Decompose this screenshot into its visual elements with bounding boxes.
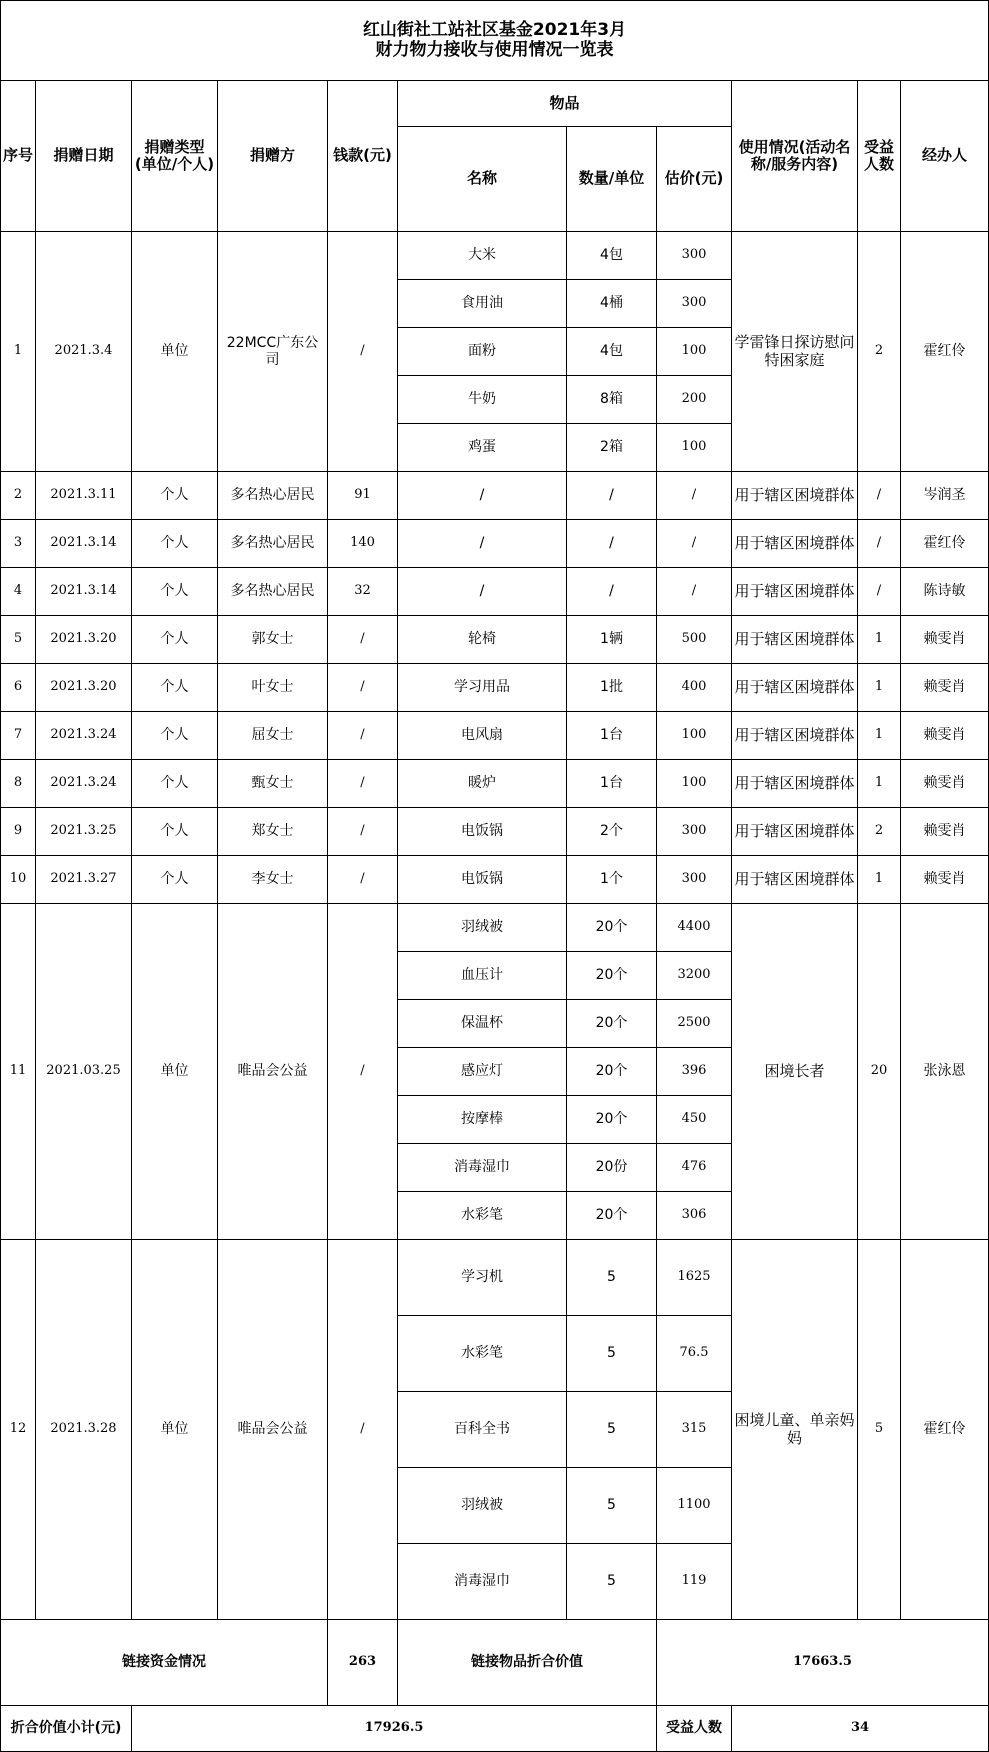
cell-item-qty: 2个 [567, 808, 657, 856]
cell-usage: 用于辖区困境群体 [732, 616, 858, 664]
cell-handler: 岑润圣 [901, 472, 989, 520]
table-row [1, 472, 989, 520]
cell-item-price: 450 [657, 1096, 732, 1144]
cell-item-price: 100 [657, 328, 732, 376]
cell-item-name: 暖炉 [398, 760, 567, 808]
cell-usage: 用于辖区困境群体 [732, 856, 858, 904]
cell-handler: 霍红伶 [901, 232, 989, 472]
cell-item-qty: / [567, 520, 657, 568]
cell-type: 个人 [132, 520, 218, 568]
total-value: 17926.5 [132, 1706, 657, 1752]
cell-item-name: 羽绒被 [398, 1468, 567, 1544]
cell-item-price: 1100 [657, 1468, 732, 1544]
cell-item-price: 476 [657, 1144, 732, 1192]
table-row [1, 232, 989, 280]
cell-handler: 霍红伶 [901, 520, 989, 568]
cell-money: / [328, 1240, 398, 1620]
cell-item-qty: 20个 [567, 1048, 657, 1096]
goods-value-label: 链接物品折合价值 [398, 1620, 657, 1706]
cell-seq: 7 [1, 712, 36, 760]
cell-money: / [328, 904, 398, 1240]
header-donor: 捐赠方 [218, 81, 328, 232]
cell-usage: 用于辖区困境群体 [732, 568, 858, 616]
cell-handler: 赖雯肖 [901, 712, 989, 760]
cell-donor: 唯品会公益 [218, 904, 328, 1240]
header-goods: 物品 [398, 81, 732, 127]
cell-donor: 多名热心居民 [218, 472, 328, 520]
cell-donor: 郑女士 [218, 808, 328, 856]
cell-type: 单位 [132, 1240, 218, 1620]
cell-usage: 学雷锋日探访慰问特困家庭 [732, 232, 858, 472]
cell-item-price: 315 [657, 1392, 732, 1468]
cell-usage: 用于辖区困境群体 [732, 760, 858, 808]
cell-item-name: 羽绒被 [398, 904, 567, 952]
cell-seq: 10 [1, 856, 36, 904]
cell-donor: 李女士 [218, 856, 328, 904]
cell-usage: 用于辖区困境群体 [732, 520, 858, 568]
header-goods-qty: 数量/单位 [567, 127, 657, 232]
beneficiaries-total-value: 34 [732, 1706, 989, 1752]
cell-item-qty: 20个 [567, 1096, 657, 1144]
table-row [1, 712, 989, 760]
header-type: 捐赠类型(单位/个人) [132, 81, 218, 232]
cell-beneficiaries: 1 [858, 760, 901, 808]
header-beneficiaries: 受益人数 [858, 81, 901, 232]
cell-money: / [328, 232, 398, 472]
cell-item-qty: 1辆 [567, 616, 657, 664]
cell-item-qty: 4包 [567, 328, 657, 376]
cell-handler: 赖雯肖 [901, 856, 989, 904]
cell-item-name: 感应灯 [398, 1048, 567, 1096]
cell-handler: 张泳恩 [901, 904, 989, 1240]
cell-beneficiaries: / [858, 568, 901, 616]
cell-item-price: 100 [657, 712, 732, 760]
cell-seq: 2 [1, 472, 36, 520]
cell-item-name: 水彩笔 [398, 1192, 567, 1240]
cell-item-name: 面粉 [398, 328, 567, 376]
cell-beneficiaries: 5 [858, 1240, 901, 1620]
cell-usage: 用于辖区困境群体 [732, 472, 858, 520]
summary-row-total [1, 1706, 989, 1752]
cell-item-qty: 20份 [567, 1144, 657, 1192]
cell-item-name: 学习机 [398, 1240, 567, 1316]
cell-date: 2021.3.11 [36, 472, 132, 520]
cell-date: 2021.3.20 [36, 616, 132, 664]
cell-type: 个人 [132, 808, 218, 856]
cell-item-price: 2500 [657, 1000, 732, 1048]
header-goods-name: 名称 [398, 127, 567, 232]
cell-type: 个人 [132, 664, 218, 712]
summary-row-funds [1, 1620, 989, 1706]
cell-type: 个人 [132, 568, 218, 616]
cell-item-qty: 5 [567, 1316, 657, 1392]
cell-item-name: 电风扇 [398, 712, 567, 760]
title-line-1: 红山街社工站社区基金2021年3月 [362, 19, 627, 40]
cell-handler: 霍红伶 [901, 1240, 989, 1620]
header-goods-price: 估价(元) [657, 127, 732, 232]
cell-item-name: 电饭锅 [398, 808, 567, 856]
cell-date: 2021.3.28 [36, 1240, 132, 1620]
cell-handler: 陈诗敏 [901, 568, 989, 616]
cell-beneficiaries: 1 [858, 712, 901, 760]
cell-type: 个人 [132, 472, 218, 520]
cell-donor: 甄女士 [218, 760, 328, 808]
cell-seq: 8 [1, 760, 36, 808]
cell-item-name: 电饭锅 [398, 856, 567, 904]
cell-item-name: 保温杯 [398, 1000, 567, 1048]
cell-item-name: 食用油 [398, 280, 567, 328]
table-row [1, 616, 989, 664]
cell-item-price: 4400 [657, 904, 732, 952]
cell-handler: 赖雯肖 [901, 808, 989, 856]
table-row [1, 1240, 989, 1316]
cell-item-name: 学习用品 [398, 664, 567, 712]
cell-item-price: 100 [657, 760, 732, 808]
cell-item-qty: 5 [567, 1468, 657, 1544]
cell-money: / [328, 664, 398, 712]
cell-item-qty: 1批 [567, 664, 657, 712]
cell-item-qty: 20个 [567, 952, 657, 1000]
cell-item-price: / [657, 568, 732, 616]
cell-beneficiaries: 1 [858, 616, 901, 664]
cell-item-price: 300 [657, 280, 732, 328]
table-row [1, 808, 989, 856]
cell-item-name: 血压计 [398, 952, 567, 1000]
cell-seq: 3 [1, 520, 36, 568]
cell-donor: 多名热心居民 [218, 568, 328, 616]
cell-item-price: 396 [657, 1048, 732, 1096]
cell-money: / [328, 808, 398, 856]
cell-type: 单位 [132, 904, 218, 1240]
cell-item-name: 百科全书 [398, 1392, 567, 1468]
cell-item-qty: 20个 [567, 1192, 657, 1240]
cell-item-qty: 5 [567, 1544, 657, 1620]
cell-item-qty: 20个 [567, 1000, 657, 1048]
cell-seq: 1 [1, 232, 36, 472]
cell-item-name: / [398, 472, 567, 520]
cell-usage: 用于辖区困境群体 [732, 664, 858, 712]
cell-money: / [328, 856, 398, 904]
cell-item-qty: 5 [567, 1240, 657, 1316]
table-row [1, 856, 989, 904]
table-row [1, 520, 989, 568]
cell-seq: 9 [1, 808, 36, 856]
funds-value: 263 [328, 1620, 398, 1706]
cell-item-price: / [657, 472, 732, 520]
title-line-2: 财力物力接收与使用情况一览表 [375, 39, 614, 60]
cell-handler: 赖雯肖 [901, 664, 989, 712]
header-row-1 [1, 81, 989, 127]
cell-beneficiaries: 2 [858, 808, 901, 856]
cell-item-qty: 1台 [567, 712, 657, 760]
beneficiaries-total-label: 受益人数 [657, 1706, 732, 1752]
cell-item-price: 306 [657, 1192, 732, 1240]
cell-beneficiaries: / [858, 472, 901, 520]
cell-item-price: 200 [657, 376, 732, 424]
cell-beneficiaries: 1 [858, 856, 901, 904]
cell-seq: 5 [1, 616, 36, 664]
cell-date: 2021.3.20 [36, 664, 132, 712]
cell-date: 2021.3.25 [36, 808, 132, 856]
cell-item-price: 100 [657, 424, 732, 472]
cell-item-qty: 2箱 [567, 424, 657, 472]
total-label: 折合价值小计(元) [1, 1706, 132, 1752]
cell-item-name: 消毒湿巾 [398, 1544, 567, 1620]
cell-item-qty: 1台 [567, 760, 657, 808]
funds-label: 链接资金情况 [1, 1620, 328, 1706]
cell-item-qty: 20个 [567, 904, 657, 952]
table-row [1, 904, 989, 952]
cell-beneficiaries: 1 [858, 664, 901, 712]
cell-beneficiaries: 20 [858, 904, 901, 1240]
cell-handler: 赖雯肖 [901, 760, 989, 808]
goods-value: 17663.5 [657, 1620, 989, 1706]
cell-item-price: 300 [657, 808, 732, 856]
cell-usage: 用于辖区困境群体 [732, 712, 858, 760]
cell-item-qty: 4包 [567, 232, 657, 280]
cell-date: 2021.3.24 [36, 760, 132, 808]
cell-donor: 唯品会公益 [218, 1240, 328, 1620]
cell-donor: 多名热心居民 [218, 520, 328, 568]
cell-item-name: 大米 [398, 232, 567, 280]
cell-donor: 22MCC广东公司 [218, 232, 328, 472]
cell-type: 个人 [132, 760, 218, 808]
cell-handler: 赖雯肖 [901, 616, 989, 664]
header-usage: 使用情况(活动名称/服务内容) [732, 81, 858, 232]
header-money: 钱款(元) [328, 81, 398, 232]
cell-type: 个人 [132, 616, 218, 664]
cell-item-name: 按摩棒 [398, 1096, 567, 1144]
cell-money: 140 [328, 520, 398, 568]
cell-date: 2021.3.27 [36, 856, 132, 904]
cell-item-qty: / [567, 472, 657, 520]
table-row [1, 568, 989, 616]
cell-seq: 6 [1, 664, 36, 712]
cell-usage: 困境儿童、单亲妈妈 [732, 1240, 858, 1620]
cell-date: 2021.3.14 [36, 568, 132, 616]
cell-donor: 郭女士 [218, 616, 328, 664]
cell-date: 2021.3.24 [36, 712, 132, 760]
cell-usage: 困境长者 [732, 904, 858, 1240]
cell-item-price: 300 [657, 232, 732, 280]
cell-donor: 叶女士 [218, 664, 328, 712]
cell-beneficiaries: 2 [858, 232, 901, 472]
cell-item-qty: 5 [567, 1392, 657, 1468]
cell-seq: 12 [1, 1240, 36, 1620]
cell-type: 个人 [132, 712, 218, 760]
cell-money: 91 [328, 472, 398, 520]
cell-date: 2021.3.4 [36, 232, 132, 472]
cell-item-qty: 8箱 [567, 376, 657, 424]
header-seq: 序号 [1, 81, 36, 232]
cell-item-qty: / [567, 568, 657, 616]
cell-item-name: 牛奶 [398, 376, 567, 424]
cell-item-price: 1625 [657, 1240, 732, 1316]
cell-item-price: 3200 [657, 952, 732, 1000]
cell-item-name: / [398, 520, 567, 568]
cell-item-name: 鸡蛋 [398, 424, 567, 472]
cell-usage: 用于辖区困境群体 [732, 808, 858, 856]
cell-item-price: 400 [657, 664, 732, 712]
cell-type: 单位 [132, 232, 218, 472]
cell-seq: 4 [1, 568, 36, 616]
cell-item-price: 76.5 [657, 1316, 732, 1392]
cell-type: 个人 [132, 856, 218, 904]
cell-donor: 屈女士 [218, 712, 328, 760]
table-row [1, 664, 989, 712]
cell-item-name: 消毒湿巾 [398, 1144, 567, 1192]
cell-date: 2021.3.14 [36, 520, 132, 568]
cell-money: / [328, 760, 398, 808]
cell-money: / [328, 712, 398, 760]
header-date: 捐赠日期 [36, 81, 132, 232]
title-row [1, 1, 989, 81]
cell-item-name: 轮椅 [398, 616, 567, 664]
header-handler: 经办人 [901, 81, 989, 232]
cell-item-qty: 4桶 [567, 280, 657, 328]
cell-item-qty: 1个 [567, 856, 657, 904]
cell-item-price: / [657, 520, 732, 568]
cell-item-price: 119 [657, 1544, 732, 1620]
page-title [1, 1, 989, 81]
table-body [1, 1, 989, 1752]
cell-money: / [328, 616, 398, 664]
cell-item-name: 水彩笔 [398, 1316, 567, 1392]
cell-money: 32 [328, 568, 398, 616]
cell-seq: 11 [1, 904, 36, 1240]
cell-item-price: 500 [657, 616, 732, 664]
cell-beneficiaries: / [858, 520, 901, 568]
cell-date: 2021.03.25 [36, 904, 132, 1240]
cell-item-name: / [398, 568, 567, 616]
table-row [1, 760, 989, 808]
cell-item-price: 300 [657, 856, 732, 904]
